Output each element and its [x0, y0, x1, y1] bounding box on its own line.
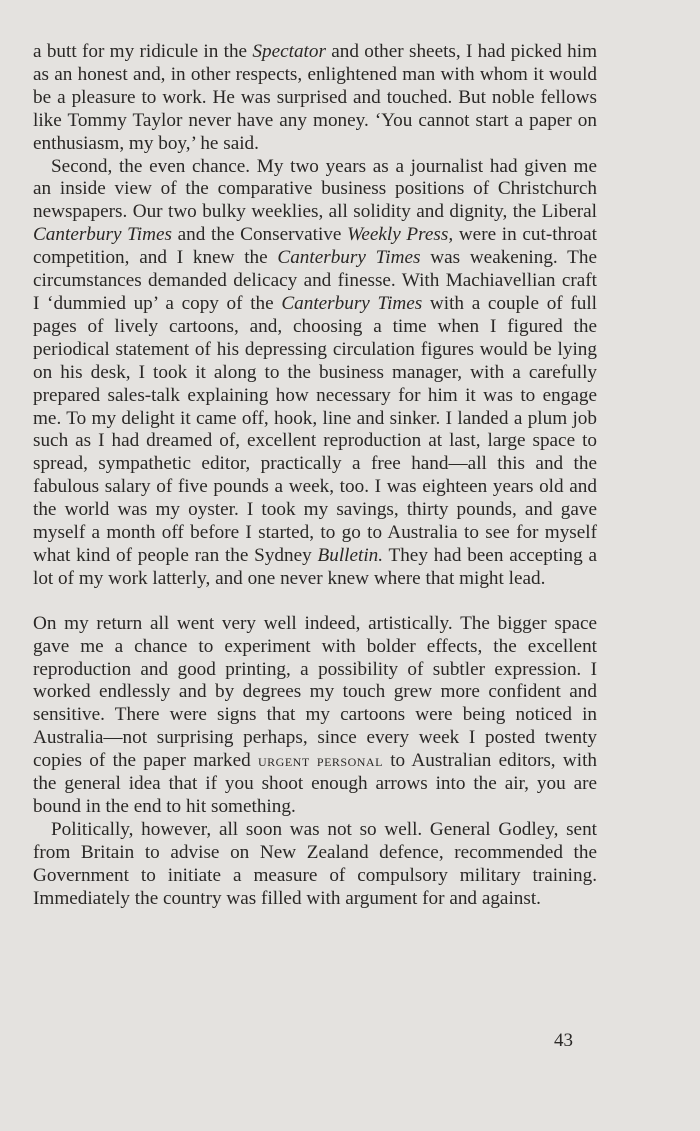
italic-title: Canterbury Times — [277, 247, 421, 269]
text-run: Second, the even chance. My two years as a journalist had given me an inside view of the comparative business positions of Christchurch newspapers. Our two bulky weeklies, all solidity and dignity, the Liberal — [33, 155, 597, 223]
italic-title: Spectator — [252, 41, 326, 62]
small-caps-text: urgent personal — [258, 751, 383, 771]
book-page-text — [33, 41, 597, 911]
paragraph — [33, 819, 597, 911]
italic-title: Canterbury Times — [33, 224, 172, 246]
page-number: 43 — [554, 1030, 573, 1051]
text-run: were in cut-throat competition, and I knew the — [33, 224, 597, 269]
text-run: Politically, however, all soon was not so well. General Godley, sent from Britain to advise on New Zealand defence, recommended the Government to initiate a measure of compulsory military training. Immediately the country was filled with argument for and against. — [33, 818, 597, 909]
text-run: with a couple of full pages of lively cartoons, and, choosing a time when I figured the periodical statement of his depressing circulation figures would be lying on his desk, I took it along to the business manager, with a carefully prepared sales-talk explaining how necessary for him it was to engage me. To my delight it came off, hook, line and sinker. I landed a plum job such as I had dreamed of, excellent reproduction at last, large space to spread, sympathetic editor, practically a free hand—all this and the fabulous salary of five pounds a week, too. I was eighteen years old and the world was my oyster. I took my savings, thirty pounds, and gave myself a month off before I started, to go to Australia to see for myself what kind of people ran the Sydney — [33, 292, 597, 566]
paragraph — [33, 156, 597, 591]
text-run: and other sheets, I had picked him as an honest and, in other respects, enlightened man with whom it would be a pleasure to work. He was surprised and touched. But noble fellows like Tommy Taylor never have any money. ‘You cannot start a paper on enthusiasm, my boy,’ he said. — [33, 41, 597, 154]
text-run: a butt for my ridicule in the — [33, 41, 253, 62]
italic-title: Canterbury Times — [281, 292, 423, 314]
text-run: On my return all went very well indeed, artistically. The bigger space gave me a chance to experiment with bolder effects, the excellent reproduction and good printing, a possibility of subtler expression. I worked endlessly and by degrees my touch grew more confident and sensitive. There were signs that my cartoons were being noticed in Australia—not surprising perhaps, since every week I posted twenty copies of the paper marked — [33, 612, 597, 772]
italic-title: Bulletin. — [317, 544, 384, 566]
text-run: They had been accepting a lot of my work latterly, and one never knew where that might lead. — [33, 544, 597, 589]
paragraph — [33, 613, 597, 819]
paragraph — [33, 41, 597, 156]
text-run: was weakening. The circumstances demanded delicacy and finesse. With Machiavellian craft I ‘dummied up’ a copy of the — [33, 247, 597, 314]
italic-title: Weekly Press, — [347, 224, 454, 246]
text-run: to Australian editors, with the general idea that if you shoot enough arrows into the air, you are bound in the end to hit something. — [33, 750, 597, 817]
text-run: and the Conservative — [171, 224, 348, 246]
